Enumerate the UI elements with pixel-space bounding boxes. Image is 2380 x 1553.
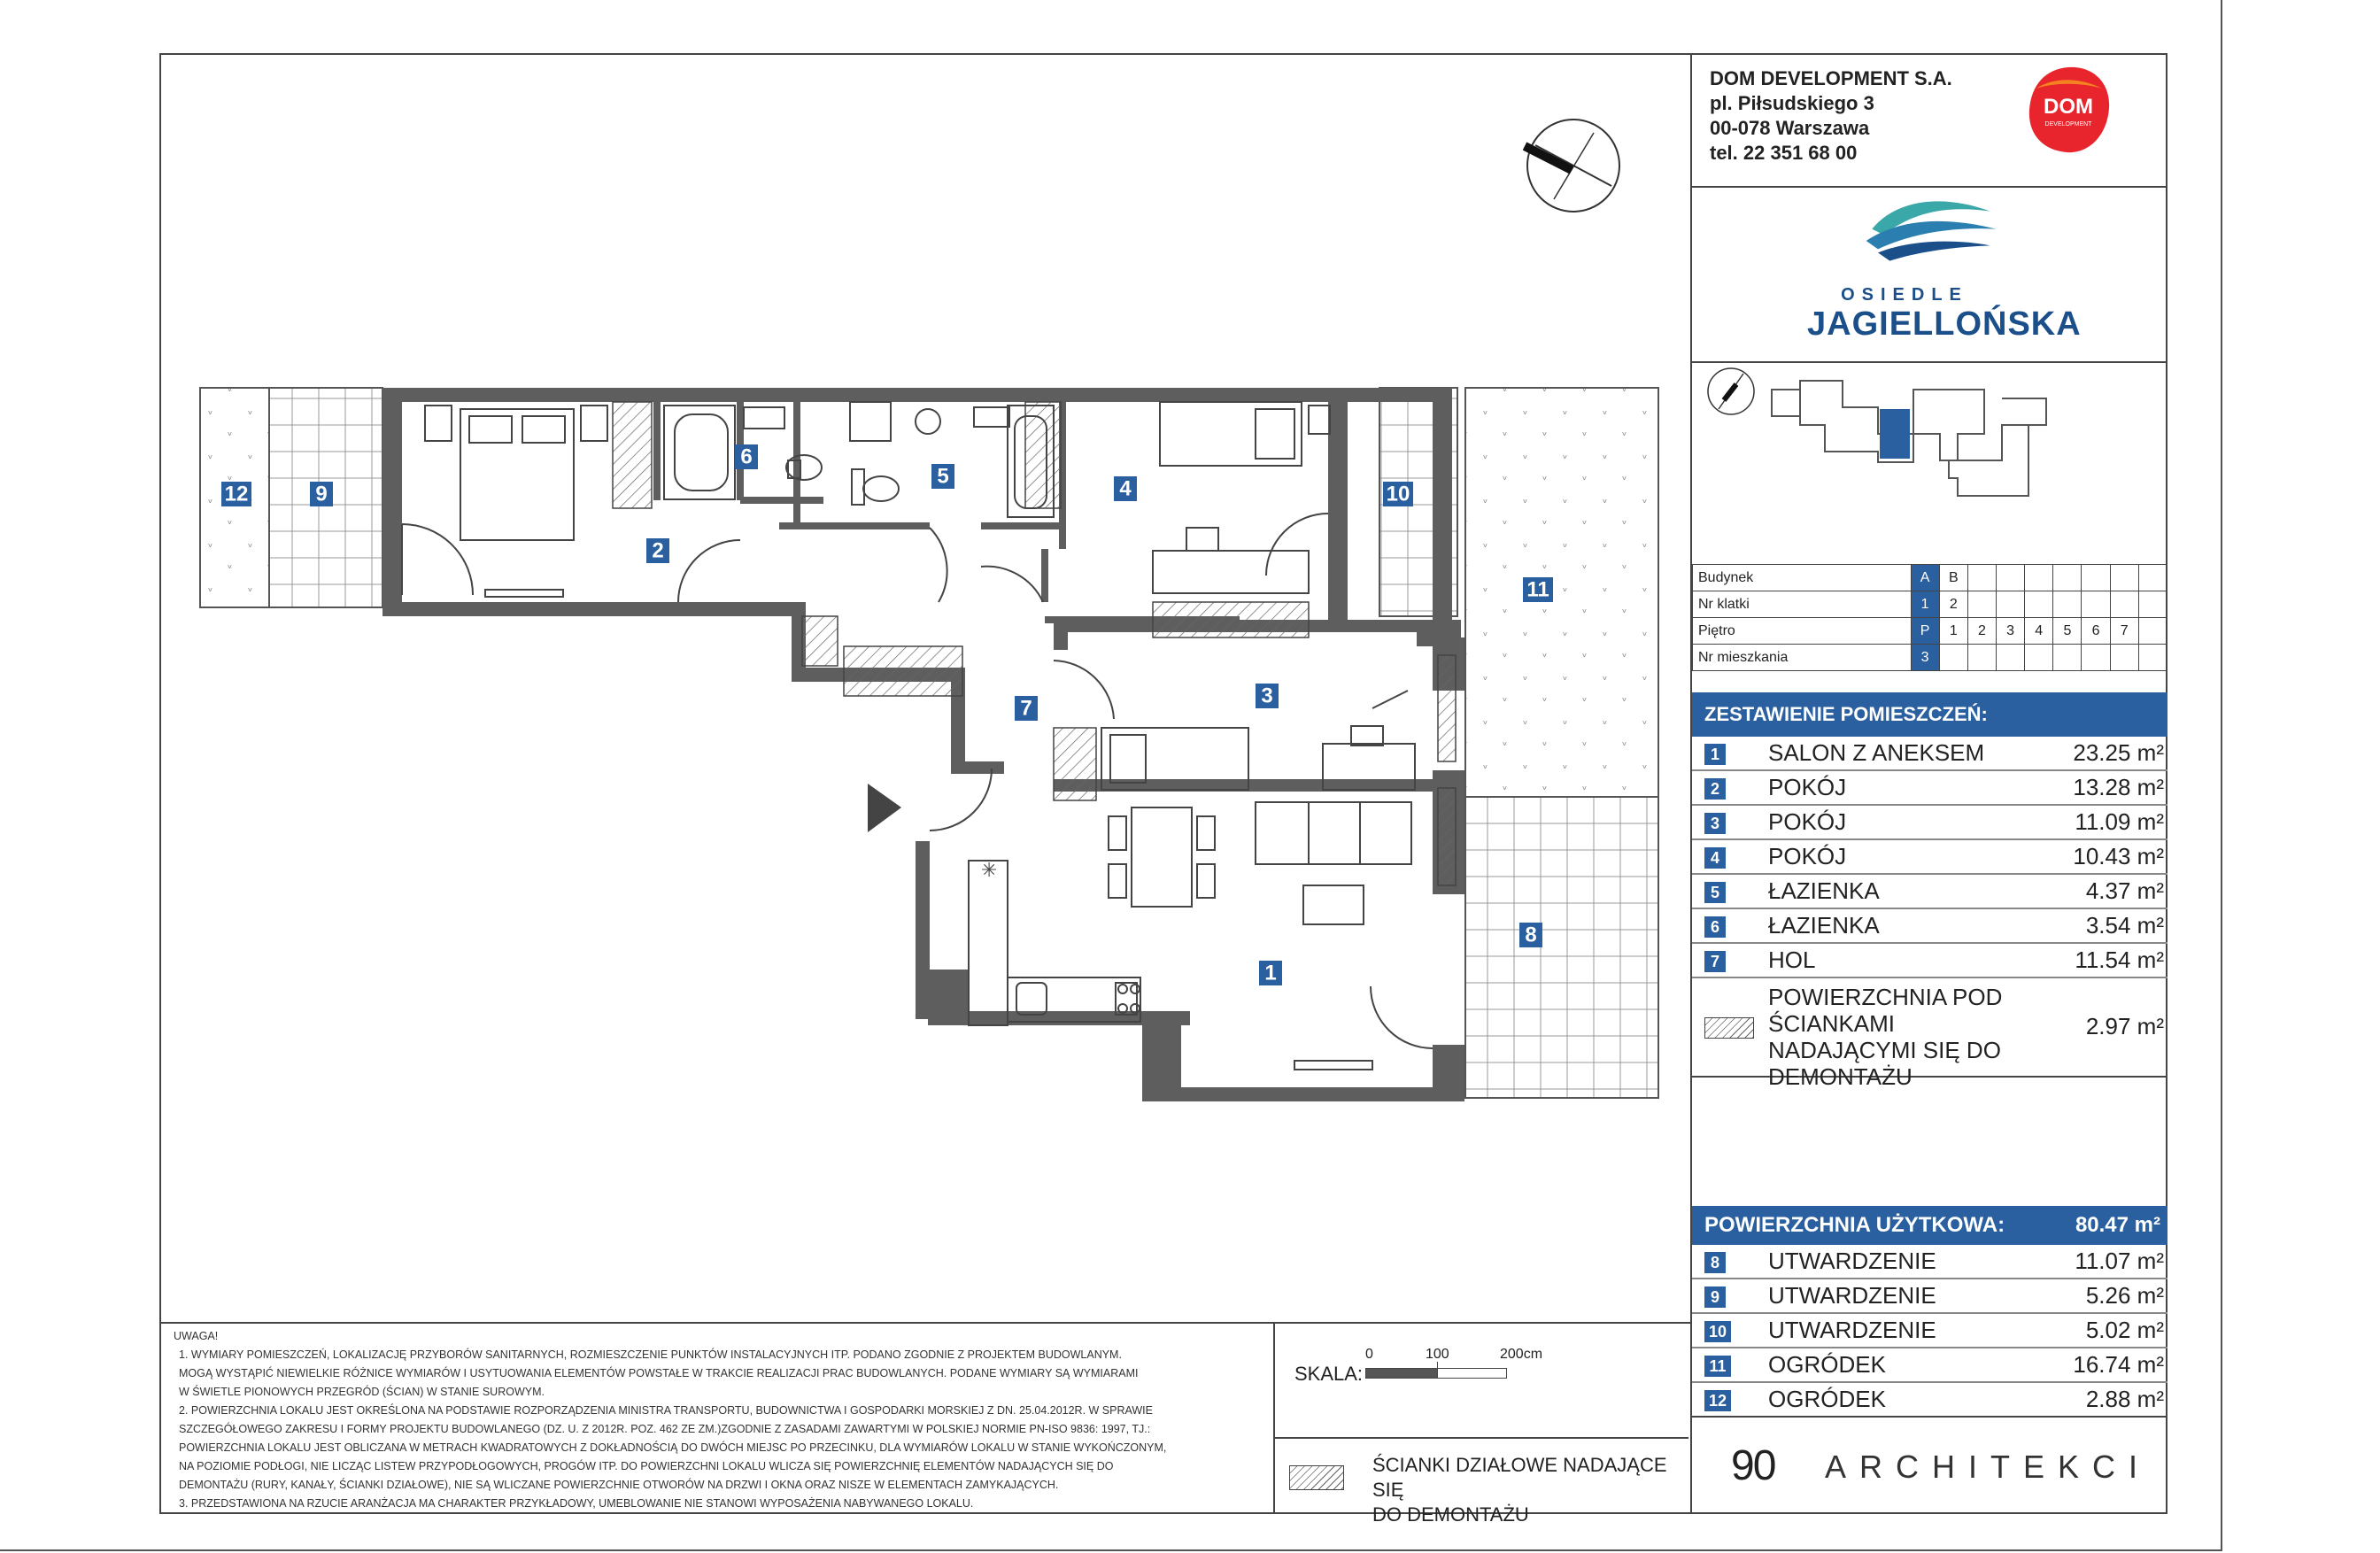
loc-cell: 2 <box>1939 591 1967 618</box>
room-area: 3.54 m² <box>2085 912 2164 939</box>
loc-cell <box>1939 645 1967 671</box>
loc-cell <box>2138 591 2167 618</box>
loc-cell <box>2025 591 2053 618</box>
north-compass-icon <box>1525 120 1619 212</box>
osiedle-wave-logo <box>1825 188 2037 294</box>
loc-cell <box>2138 618 2167 645</box>
note-line: W ŚWIETLE PIONOWYCH PRZEGRÓD (ŚCIAN) W STANIE SUROWYM. <box>179 1386 545 1398</box>
garden-11 <box>1465 388 1658 797</box>
room-area: 4.37 m² <box>2085 877 2164 904</box>
company-address <box>1710 66 1952 166</box>
demolition-legend-line: ŚCIANKI DZIAŁOWE NADAJĄCE SIĘ <box>1372 1454 1667 1501</box>
loc-cell <box>1997 645 2025 671</box>
note-line: SZCZEGÓŁOWEGO ZAKRESU I FORMY PROJEKTU BUDOWLANEGO (DZ. U. Z 2012R. POZ. 462 ZE ZM.)ZGODNIE Z ZASADAMI ZAWARTYMI W POLSKIEJ NORMIE PN-ISO 9836: 1997, TJ.: <box>179 1423 1151 1435</box>
room-number: 11 <box>1704 1356 1731 1377</box>
svg-text:DEVELOPMENT: DEVELOPMENT <box>2044 121 2092 127</box>
loc-cell <box>2138 645 2167 671</box>
loc-cell: 3 <box>1997 618 2025 645</box>
room-number: 9 <box>1704 1286 1726 1308</box>
tag-room-3: 3 <box>1261 684 1273 708</box>
room-row-4 <box>1692 840 2168 875</box>
room-area: 11.54 m² <box>2075 946 2164 973</box>
room-area: 13.28 m² <box>2073 774 2164 800</box>
tag-room-7: 7 <box>1020 696 1032 721</box>
usable-area-bar <box>1692 1206 2168 1245</box>
note-line: MOGĄ WYSTĄPIĆ NIEWIELKIE RÓŻNICE WYMIARÓW I USYTUOWANIA ELEMENTÓW POWSTAŁE W TRAKCIE REALIZACJI PRAC BUDOWLANYCH. PODANE WYMIARY SĄ WYMIARAMI <box>179 1367 1139 1379</box>
usable-area-value: 80.47 m² <box>2075 1213 2160 1237</box>
room-row-6 <box>1692 909 2168 944</box>
scale-bar <box>1365 1368 1507 1379</box>
room-area: 5.26 m² <box>2085 1282 2164 1309</box>
loc-cell: 6 <box>2082 618 2110 645</box>
tag-room-8: 8 <box>1525 923 1537 947</box>
room-name: UTWARDZENIE <box>1768 1248 1936 1274</box>
key-plan <box>1692 363 2168 540</box>
dom-development-logo <box>2024 62 2113 159</box>
rooms-header: ZESTAWIENIE POMIESZCZEŃ: <box>1692 692 2168 737</box>
room-name: UTWARDZENIE <box>1768 1317 1936 1343</box>
loc-cell <box>2053 565 2082 591</box>
room-number: 1 <box>1704 744 1726 765</box>
floor-plan <box>159 53 1690 1322</box>
room-name: POKÓJ <box>1768 808 1847 835</box>
loc-cell: 3 <box>1911 645 1939 671</box>
loc-cell <box>2082 645 2110 671</box>
room-name: POKÓJ <box>1768 774 1847 800</box>
loc-label: Nr klatki <box>1693 591 1912 618</box>
loc-cell <box>2025 565 2053 591</box>
architect-ninety: 90 <box>1731 1442 1775 1489</box>
loc-cell <box>2110 591 2138 618</box>
tag-room-10: 10 <box>1386 482 1410 506</box>
outdoor-row-10 <box>1692 1314 2168 1348</box>
room-name: POWIERZCHNIA POD ŚCIANKAMI NADAJĄCYMI SIĘ DO DEMONTAŻU <box>1768 984 2003 1090</box>
svg-text:DOM: DOM <box>2044 95 2093 119</box>
outdoor-list <box>1692 1245 2168 1418</box>
tag-room-9: 9 <box>315 482 328 506</box>
rooms-list <box>1692 737 2168 1090</box>
note-line: NA POZIOMIE PODŁOGI, NIE LICZĄC LISTEW PRZYPODŁOGOWYCH, PROGÓW ITP. DO POWIERZCHNI LOKALU WLICZA SIĘ POWIERZCHNIĘ ELEMENTÓW NADAJĄCYCH SIĘ DO <box>179 1460 1114 1472</box>
room-row-1 <box>1692 737 2168 771</box>
room-number: 8 <box>1704 1252 1726 1273</box>
room-area: 11.07 m² <box>2075 1248 2164 1274</box>
scale-label: SKALA: <box>1294 1363 1364 1385</box>
room-row-7 <box>1692 944 2168 978</box>
note-line: 1. WYMIARY POMIESZCZEŃ, LOKALIZACJĘ PRZYBORÓW SANITARNYCH, ROZMIESZCZENIE PUNKTÓW INSTALACYJNYCH ITP. PODANO ZGODNIE Z PROJEKTEM BUDOWLANYM. <box>179 1348 1122 1361</box>
usable-area-label: POWIERZCHNIA UŻYTKOWA: <box>1704 1213 2005 1237</box>
tag-room-12: 12 <box>224 482 249 506</box>
small-compass-icon <box>1708 368 1754 414</box>
room-area: 16.74 m² <box>2073 1351 2164 1378</box>
tag-room-6: 6 <box>740 444 753 469</box>
loc-cell <box>2082 565 2110 591</box>
company-phone: tel. 22 351 68 00 <box>1710 142 1858 164</box>
outdoor-row-11 <box>1692 1348 2168 1383</box>
loc-cell <box>2082 591 2110 618</box>
tag-room-11: 11 <box>1526 577 1549 602</box>
project-logo-small: OSIEDLE <box>1841 285 1968 305</box>
room-row-2 <box>1692 771 2168 806</box>
loc-cell <box>2110 645 2138 671</box>
room-name: ŁAZIENKA <box>1768 877 1880 904</box>
loc-cell <box>1967 591 1996 618</box>
hatch-swatch <box>1704 1017 1754 1039</box>
room-area: 2.88 m² <box>2085 1386 2164 1412</box>
note-line: 3. PRZEDSTAWIONA NA RZUCIE ARANŻACJA MA CHARAKTER PRZYKŁADOWY, UMEBLOWANIE NIE STANOWI WYPOSAŻENIA NABYWANEGO LOKALU. <box>179 1497 974 1510</box>
tag-room-1: 1 <box>1264 961 1277 985</box>
terrace-8 <box>1465 797 1658 1098</box>
room-row-3 <box>1692 806 2168 840</box>
room-name: OGRÓDEK <box>1768 1351 1886 1378</box>
loc-cell <box>2053 645 2082 671</box>
room-number: 6 <box>1704 916 1726 938</box>
loc-cell <box>2025 645 2053 671</box>
demolition-legend-line: DO DEMONTAŻU <box>1372 1503 1529 1526</box>
loc-label: Nr mieszkania <box>1693 645 1912 671</box>
floor-plan-drawing <box>159 53 1690 1322</box>
loc-cell: 4 <box>2025 618 2053 645</box>
note-line: POWIERZCHNIA LOKALU JEST OBLICZANA W METRACH KWADRATOWYCH Z DOKŁADNOŚCIĄ DO DWÓCH MIEJSC PO PRZECINKU, DLA WYMIARÓW LOKALU W STANIE WYKOŃCZONYM, <box>179 1441 1167 1454</box>
tag-room-5: 5 <box>937 464 949 489</box>
room-number: 10 <box>1704 1321 1731 1342</box>
room-area: 11.09 m² <box>2075 808 2164 835</box>
room-name: HOL <box>1768 946 1816 973</box>
scale-tick: 0 <box>1365 1347 1373 1362</box>
room-number: 12 <box>1704 1390 1731 1411</box>
architect-logo <box>1692 1410 2168 1525</box>
scale-legend <box>1275 1322 1690 1526</box>
loc-label: Budynek <box>1693 565 1912 591</box>
note-line: 2. POWIERZCHNIA LOKALU JEST OKREŚLONA NA PODSTAWIE ROZPORZĄDZENIA MINISTRA TRANSPORTU, BUDOWNICTWA I GOSPODARKI MORSKIEJ Z DN. 25.04.2012R. W SPRAWIE <box>179 1404 1153 1417</box>
loc-label: Piętro <box>1693 618 1912 645</box>
scale-ticks <box>1365 1347 1560 1364</box>
room-area: 5.02 m² <box>2085 1317 2164 1343</box>
room-name: UTWARDZENIE <box>1768 1282 1936 1309</box>
loc-cell <box>2053 591 2082 618</box>
room-number: 5 <box>1704 882 1726 903</box>
notes-title: UWAGA! <box>174 1330 219 1342</box>
legend-divider <box>1275 1437 1688 1439</box>
room-area: 23.25 m² <box>2073 739 2164 766</box>
outdoor-row-9 <box>1692 1279 2168 1314</box>
loc-cell: 5 <box>2053 618 2082 645</box>
entrance-arrow-icon <box>868 784 901 832</box>
room-area: 2.97 m² <box>2085 1013 2164 1039</box>
info-panel <box>1690 53 2168 1514</box>
loc-cell: P <box>1911 618 1939 645</box>
loc-cell: B <box>1939 565 1967 591</box>
company-street: pl. Piłsudskiego 3 <box>1710 92 1874 114</box>
room-number: 2 <box>1704 778 1726 800</box>
outdoor-row-8 <box>1692 1245 2168 1279</box>
room-row-5 <box>1692 875 2168 909</box>
demolition-row <box>1692 978 2168 1090</box>
scale-tick: 200cm <box>1500 1347 1543 1362</box>
loc-cell: 2 <box>1967 618 1996 645</box>
loc-cell <box>1997 565 2025 591</box>
loc-cell <box>1967 565 1996 591</box>
loc-cell <box>2110 565 2138 591</box>
room-name: OGRÓDEK <box>1768 1386 1886 1412</box>
fridge-icon: ✳ <box>981 860 998 882</box>
room-number: 7 <box>1704 951 1726 972</box>
tag-room-2: 2 <box>652 538 664 563</box>
loc-cell <box>2138 565 2167 591</box>
loc-cell: 1 <box>1939 618 1967 645</box>
notes-box <box>159 1322 1275 1514</box>
loc-cell: 7 <box>2110 618 2138 645</box>
note-line: DEMONTAŻU (RURY, KANAŁY, ŚCIANKI DZIAŁOWE), NIE SĄ WLICZANE POWIERZCHNIE OTWORÓW NA DRZWI I OKNA ORAZ NISZE W ELEMENTACH ZAMYKAJĄCYCH. <box>179 1479 1059 1491</box>
demolition-legend-text <box>1372 1453 1690 1527</box>
room-name: ŁAZIENKA <box>1768 912 1880 939</box>
scale-tick: 100 <box>1426 1347 1449 1362</box>
tag-room-4: 4 <box>1119 476 1132 501</box>
room-area: 10.43 m² <box>2073 843 2164 869</box>
loc-cell <box>1997 591 2025 618</box>
project-logo-big: JAGIELLOŃSKA <box>1807 305 2082 343</box>
room-number: 4 <box>1704 847 1726 869</box>
company-name: DOM DEVELOPMENT S.A. <box>1710 67 1952 89</box>
hatch-swatch <box>1289 1465 1344 1490</box>
company-city: 00-078 Warszawa <box>1710 117 1870 139</box>
architect-word: ARCHITEKCI <box>1825 1449 2152 1485</box>
loc-cell <box>1967 645 1996 671</box>
loc-cell: A <box>1911 565 1939 591</box>
room-name: SALON Z ANEKSEM <box>1768 739 1985 766</box>
room-name: POKÓJ <box>1768 843 1847 869</box>
room-number: 3 <box>1704 813 1726 834</box>
loc-cell: 1 <box>1911 591 1939 618</box>
location-table <box>1692 564 2168 671</box>
apartment-highlight <box>1880 409 1910 459</box>
